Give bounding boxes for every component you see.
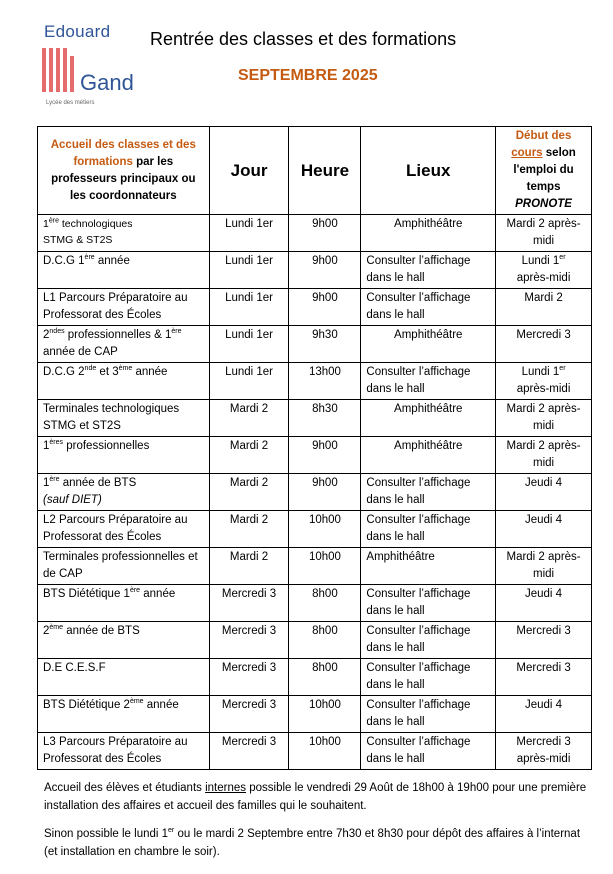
heure-cell: 10h00 xyxy=(289,696,361,733)
table-row xyxy=(38,548,592,585)
school-logo xyxy=(40,22,134,108)
lieux-cell: Consulter l’affichage dans le hall xyxy=(361,289,496,326)
debut-cell: Jeudi 4 xyxy=(496,511,592,548)
table-row xyxy=(38,252,592,289)
note-internes: Accueil des élèves et étudiants internes possible le vendredi 29 Août de 18h00 à 19h00 pour une première installation des affaires et accueil des familles qui le souhaitent. xyxy=(44,782,587,812)
jour-cell: Mardi 2 xyxy=(209,548,289,585)
heure-cell: 8h30 xyxy=(289,400,361,437)
heure-cell: 9h30 xyxy=(289,326,361,363)
table-row xyxy=(38,511,592,548)
header-lieux: Lieux xyxy=(361,127,496,215)
jour-cell: Mardi 2 xyxy=(209,437,289,474)
table-row xyxy=(38,696,592,733)
heure-cell: 10h00 xyxy=(289,511,361,548)
debut-cell: Mardi 2 xyxy=(496,289,592,326)
header-classes: Accueil des classes et des formations par les professeurs principaux ou les coordonnateurs xyxy=(38,127,210,215)
logo-name-edouard: Edouard xyxy=(44,22,111,41)
class-cell: D.E C.E.S.F xyxy=(38,659,210,696)
class-cell: 1ère technologiques STMG & ST2S xyxy=(38,215,210,252)
debut-cell: Mercredi 3 après-midi xyxy=(496,733,592,770)
debut-cell: Mercredi 3 xyxy=(496,659,592,696)
table-row xyxy=(38,733,592,770)
lieux-cell: Consulter l’affichage dans le hall xyxy=(361,474,496,511)
lieux-cell: Amphithéâtre xyxy=(361,215,496,252)
heure-cell: 10h00 xyxy=(289,548,361,585)
lieux-cell: Consulter l’affichage dans le hall xyxy=(361,252,496,289)
logo-tagline: Lycée des métiers xyxy=(46,100,95,106)
jour-cell: Lundi 1er xyxy=(209,215,289,252)
jour-cell: Mercredi 3 xyxy=(209,659,289,696)
lieux-cell: Consulter l’affichage dans le hall xyxy=(361,622,496,659)
heure-cell: 9h00 xyxy=(289,474,361,511)
heure-cell: 8h00 xyxy=(289,622,361,659)
table-row xyxy=(38,474,592,511)
debut-cell: Mercredi 3 xyxy=(496,326,592,363)
class-cell: Terminales technologiques STMG et ST2S xyxy=(38,400,210,437)
lieux-cell: Amphithéâtre xyxy=(361,437,496,474)
debut-cell: Mardi 2 après-midi xyxy=(496,548,592,585)
class-cell: $2^{ndes}$ professionnelles & 1ère année de CAP xyxy=(38,326,210,363)
debut-cell: Jeudi 4 xyxy=(496,696,592,733)
logo-name-gand: Gand xyxy=(80,70,134,95)
heure-cell: 9h00 xyxy=(289,252,361,289)
debut-cell: Mardi 2 après-midi xyxy=(496,215,592,252)
lieux-cell: Consulter l’affichage dans le hall xyxy=(361,511,496,548)
debut-cell: Mercredi 3 xyxy=(496,622,592,659)
jour-cell: Lundi 1er xyxy=(209,289,289,326)
header-heure: Heure xyxy=(289,127,361,215)
jour-cell: Lundi 1er xyxy=(209,252,289,289)
debut-cell: Jeudi 4 xyxy=(496,585,592,622)
class-cell: L1 Parcours Préparatoire au Professorat des Écoles xyxy=(38,289,210,326)
table-row xyxy=(38,622,592,659)
heure-cell: 9h00 xyxy=(289,289,361,326)
lieux-cell: Consulter l’affichage dans le hall xyxy=(361,659,496,696)
jour-cell: Mardi 2 xyxy=(209,511,289,548)
class-cell: Terminales professionnelles et de CAP xyxy=(38,548,210,585)
lieux-cell: Consulter l’affichage dans le hall xyxy=(361,696,496,733)
lieux-cell: Amphithéâtre xyxy=(361,400,496,437)
heure-cell: 13h00 xyxy=(289,363,361,400)
page-subtitle: SEPTEMBRE 2025 xyxy=(238,67,378,84)
debut-cell: Lundi 1er après-midi xyxy=(496,252,592,289)
jour-cell: Lundi 1er xyxy=(209,363,289,400)
note-internat: Sinon possible le lundi 1er ou le mardi 2 Septembre entre 7h30 et 8h30 pour dépôt des affaires à l’internat (et installation en chambre le soir). xyxy=(44,827,581,858)
class-cell: BTS Diététique 1ère année xyxy=(38,585,210,622)
jour-cell: Mercredi 3 xyxy=(209,696,289,733)
jour-cell: Lundi 1er xyxy=(209,326,289,363)
class-cell: L3 Parcours Préparatoire au Professorat des Écoles xyxy=(38,733,210,770)
heure-cell: 10h00 xyxy=(289,733,361,770)
logo-bars-graphic xyxy=(42,48,78,92)
lieux-cell: Consulter l’affichage dans le hall xyxy=(361,363,496,400)
table-row xyxy=(38,326,592,363)
jour-cell: Mercredi 3 xyxy=(209,733,289,770)
class-cell: D.C.G 1ère année xyxy=(38,252,210,289)
jour-cell: Mardi 2 xyxy=(209,474,289,511)
jour-cell: Mardi 2 xyxy=(209,400,289,437)
class-cell: 2ème année de BTS xyxy=(38,622,210,659)
table-header-row xyxy=(38,127,592,215)
table-row xyxy=(38,400,592,437)
table-row xyxy=(38,437,592,474)
class-cell: 1ère année de BTS (sauf DIET) xyxy=(38,474,210,511)
lieux-cell: Consulter l’affichage dans le hall xyxy=(361,585,496,622)
table-row xyxy=(38,289,592,326)
debut-cell: Jeudi 4 xyxy=(496,474,592,511)
table-row xyxy=(38,363,592,400)
heure-cell: 8h00 xyxy=(289,585,361,622)
jour-cell: Mercredi 3 xyxy=(209,622,289,659)
heure-cell: 9h00 xyxy=(289,215,361,252)
heure-cell: 9h00 xyxy=(289,437,361,474)
table-row xyxy=(38,215,592,252)
lieux-cell: Amphithéâtre xyxy=(361,548,496,585)
table-row xyxy=(38,585,592,622)
class-cell: D.C.G 2nde et 3ème année xyxy=(38,363,210,400)
page-title: Rentrée des classes et des formations xyxy=(150,29,457,49)
class-cell: BTS Diététique 2ème année xyxy=(38,696,210,733)
debut-cell: Lundi 1er après-midi xyxy=(496,363,592,400)
header-debut: Début des cours selon l'emploi du temps PRONOTE xyxy=(496,127,592,215)
heure-cell: 8h00 xyxy=(289,659,361,696)
lieux-cell: Amphithéâtre xyxy=(361,326,496,363)
class-cell: L2 Parcours Préparatoire au Professorat des Écoles xyxy=(38,511,210,548)
schedule-table xyxy=(37,126,592,770)
debut-cell: Mardi 2 après-midi xyxy=(496,400,592,437)
debut-cell: Mardi 2 après-midi xyxy=(496,437,592,474)
header-jour: Jour xyxy=(209,127,289,215)
table-row xyxy=(38,659,592,696)
class-cell: 1ères professionnelles xyxy=(38,437,210,474)
jour-cell: Mercredi 3 xyxy=(209,585,289,622)
lieux-cell: Consulter l’affichage dans le hall xyxy=(361,733,496,770)
